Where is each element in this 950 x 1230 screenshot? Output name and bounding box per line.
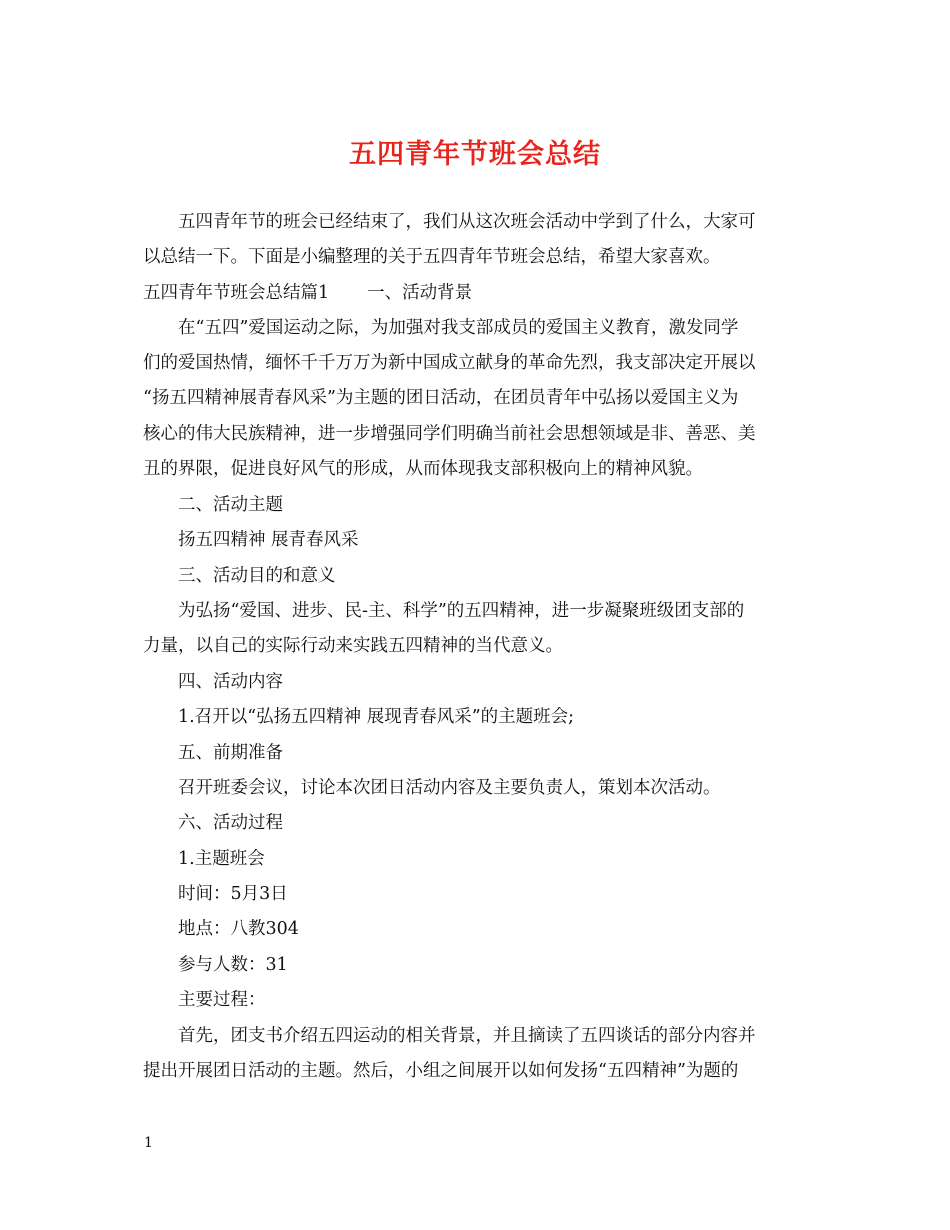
section-5-title: 五、前期准备 [178, 743, 283, 763]
time-text: 时间：5月3日 [178, 884, 288, 904]
intro-line-2: 以总结一下。下面是小编整理的关于五四青年节班会总结，希望大家喜欢。 [143, 247, 721, 267]
background-line-4: 核心的伟大民族精神，进一步增强同学们明确当前社会思想领域是非、善恶、美 [143, 424, 756, 444]
background-line-1: 在“五四”爱国运动之际，为加强对我支部成员的爱国主义教育，激发同学 [178, 318, 739, 338]
section-2-title: 二、活动主题 [178, 495, 283, 515]
article-heading: 五四青年节班会总结篇1 [143, 283, 330, 303]
page-number: 1 [144, 1135, 153, 1151]
section-4-title: 四、活动内容 [178, 672, 283, 692]
background-line-2: 们的爱国热情，缅怀千千万万为新中国成立献身的革命先烈，我支部决定开展以 [143, 353, 756, 373]
section-1-title: 一、活动背景 [367, 283, 473, 303]
participants-text: 参与人数：31 [178, 955, 288, 975]
location-text: 地点：八教304 [178, 919, 299, 939]
main-process-label: 主要过程： [178, 990, 266, 1010]
intro-line-1: 五四青年节的班会已经结束了，我们从这次班会活动中学到了什么，大家可 [178, 212, 756, 232]
content-item-1: 1.召开以“弘扬五四精神 展现青春风采”的主题班会; [178, 707, 575, 727]
process-line-1: 首先，团支书介绍五四运动的相关背景，并且摘读了五四谈话的部分内容并 [178, 1026, 756, 1046]
background-line-5: 丑的界限，促进良好风气的形成，从而体现我支部积极向上的精神风貌。 [143, 459, 703, 479]
background-line-3: “扬五四精神展青春风采”为主题的团日活动，在团员青年中弘扬以爱国主义为 [143, 388, 739, 408]
section-3-title: 三、活动目的和意义 [178, 566, 336, 586]
section-6-title: 六、活动过程 [178, 813, 283, 833]
article-heading-row [143, 281, 472, 305]
theme-text: 扬五四精神 展青春风采 [178, 530, 359, 550]
purpose-line-2: 力量，以自己的实际行动来实践五四精神的当代意义。 [143, 636, 563, 656]
process-item-1: 1.主题班会 [178, 849, 265, 869]
purpose-line-1: 为弘扬“爱国、进步、民-主、科学”的五四精神，进一步凝聚班级团支部的 [178, 601, 745, 621]
preparation-text: 召开班委会议，讨论本次团日活动内容及主要负责人，策划本次活动。 [178, 778, 721, 798]
process-line-2: 提出开展团日活动的主题。然后，小组之间展开以如何发扬“五四精神”为题的 [143, 1061, 739, 1081]
document-title: 五四青年节班会总结 [349, 139, 601, 170]
